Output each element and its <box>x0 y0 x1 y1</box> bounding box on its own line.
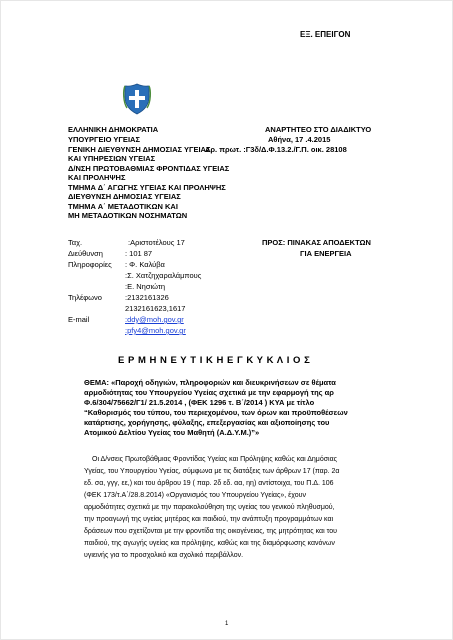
org-line: Δ/ΝΣΗ ΠΡΩΤΟΒΑΘΜΙΑΣ ΦΡΟΝΤΙΔΑΣ ΥΓΕΙΑΣ <box>68 163 230 173</box>
contact-value: :Αριστοτέλους 17 <box>128 238 185 247</box>
contact-value: :Σ. Χατζηχαραλάμπους <box>125 271 202 280</box>
contact-value: : Φ. Καλύβα <box>125 260 165 269</box>
body-line: υγιεινής για το προσχολικό και σχολικό περιβάλλον. <box>84 552 244 559</box>
contact-value: : 101 87 <box>125 249 153 258</box>
contact-label: E-mail <box>68 315 90 324</box>
body-line: (ΦΕΚ 173/τ.Α΄/28.8.2014) «Οργανισμός του Υπουργείου Υγείας», έχουν <box>84 492 306 499</box>
subject-line: Φ.6/304/75662/Γ1/ 21.5.2014 , (ΦΕΚ 1296 τ. Β΄/2014 ) ΚΥΑ με τίτλο <box>84 398 315 407</box>
body-line: εδ. σα, γγγ, εε,) και του άρθρου 19 ( παρ. 2δ εδ. αα, ηη) αντίστοιχα, του Π.Δ. 106 <box>84 480 334 487</box>
org-line: ΤΜΗΜΑ Δ΄ ΑΓΩΓΗΣ ΥΓΕΙΑΣ ΚΑΙ ΠΡΟΛΗΨΗΣ <box>68 182 226 192</box>
subject-line: ΘΕΜΑ: «Παροχή οδηγιών, πληροφοριών και διευκρινήσεων σε θέματα <box>84 378 336 387</box>
posted-online-label: ΑΝΑΡΤΗΤΕΟ ΣΤΟ ΔΙΑΔΙΚΤΥΟ <box>265 125 372 134</box>
org-line: ΔΙΕΥΘΥΝΣΗ ΔΗΜΟΣΙΑΣ ΥΓΕΙΑΣ <box>68 192 181 201</box>
org-line: ΜΗ ΜΕΤΑΔΟΤΙΚΩΝ ΝΟΣΗΜΑΤΩΝ <box>68 211 188 220</box>
greek-emblem-icon <box>122 82 152 115</box>
org-line: ΚΑΙ ΠΡΟΛΗΨΗΣ <box>68 173 126 182</box>
email-link[interactable]: :ddy@moh.gov.gr <box>125 315 184 324</box>
contact-label: Τηλέφωνο <box>68 293 102 302</box>
org-line: ΕΛΛΗΝΙΚΗ ΔΗΜΟΚΡΑΤΙΑ <box>68 125 159 134</box>
urgency-label: ΕΞ. ΕΠΕΙΓΟΝ <box>300 30 351 39</box>
contact-label: Διεύθυνση <box>68 249 103 258</box>
city-date: Αθήνα, 17 .4.2015 <box>268 135 331 144</box>
subject-line: Ατομικού Δελτίου Υγείας του Μαθητή (Α.Δ.Υ.Μ.)”» <box>84 428 260 437</box>
recipients-action: ΓΙΑ ΕΝΕΡΓΕΙΑ <box>300 249 352 258</box>
subject-line: κατάρτισης, χορήγησης, φύλαξης, επεξεργασίας και αξιοποίησης του <box>84 418 330 427</box>
contact-label: Ταχ. <box>68 238 83 247</box>
subject-line: αρμοδιότητας του Υπουργείου Υγείας σχετικά με την εφαρμογή της αρ <box>84 388 334 397</box>
body-line: δράσεων που σχετίζονται με την φροντίδα της οικογένειας, της μητρότητας και του <box>84 528 337 535</box>
recipients-to: ΠΡΟΣ: ΠΙΝΑΚΑΣ ΑΠΟΔΕΚΤΩΝ <box>262 238 371 247</box>
page-number: 1 <box>225 621 229 627</box>
org-line: ΥΠΟΥΡΓΕΙΟ ΥΓΕΙΑΣ <box>68 135 140 144</box>
email-link[interactable]: :pfy4@moh.gov.gr <box>125 326 186 335</box>
body-line: Υγείας, του Υπουργείου Υγείας, σύμφωνα με τις διατάξεις των άρθρων 17 (παρ. 2α <box>84 468 340 475</box>
contact-value: 2132161623,1617 <box>125 304 186 313</box>
org-line: ΤΜΗΜΑ Α΄ ΜΕΤΑΔΟΤΙΚΩΝ ΚΑΙ <box>68 201 178 211</box>
contact-label: Πληροφορίες <box>68 260 112 269</box>
document-title: Ε Ρ Μ Η Ν Ε Υ Τ Ι Κ Η Ε Γ Κ Υ Κ Λ Ι Ο Σ <box>118 355 311 366</box>
subject-line: “Καθορισμός του τύπου, του περιεχομένου, των όρων και προϋποθέσεων <box>84 408 348 417</box>
org-line: ΚΑΙ ΥΠΗΡΕΣΙΩΝ ΥΓΕΙΑΣ <box>68 154 156 163</box>
body-line: Οι Δ/νσεις Πρωτοβάθμιας Φροντίδας Υγείας και Πρόληψης καθώς και Δημόσιας <box>92 456 338 463</box>
protocol-number: Αρ. πρωτ. :Γ3δ/Δ.Φ.13.2./Γ.Π. οικ. 28108 <box>205 144 347 154</box>
contact-value: :2132161326 <box>125 293 169 302</box>
body-line: παιδιού, της αγωγής υγείας και πρόληψης, καθώς και της διαμόρφωσης κανόνων <box>84 540 335 547</box>
body-line: την προαγωγή της υγείας μητέρας και παιδιού, την ανάπτυξη προγραμμάτων και <box>84 516 334 523</box>
org-line: ΓΕΝΙΚΗ ΔΙΕΥΘΥΝΣΗ ΔΗΜΟΣΙΑΣ ΥΓΕΙΑΣ <box>68 144 211 154</box>
body-line: αρμοδιότητες σχετικά με την παρακολούθηση της υγείας του γενικού πληθυσμού, <box>84 504 335 511</box>
contact-value: :Ε. Νησιώτη <box>125 282 166 291</box>
